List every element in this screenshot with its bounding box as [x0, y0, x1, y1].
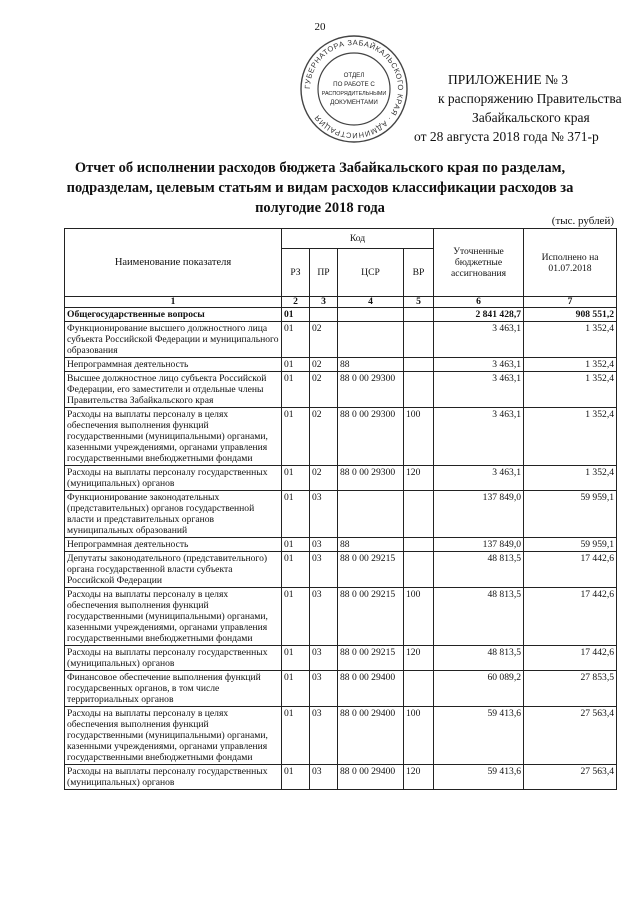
column-number-row [65, 297, 617, 308]
cell-pr: 03 [310, 707, 338, 765]
cell-planned: 3 463,1 [434, 466, 524, 491]
cell-rz: 01 [282, 466, 310, 491]
cell-pr: 02 [310, 408, 338, 466]
table-row [65, 588, 617, 646]
cell-planned: 59 413,6 [434, 707, 524, 765]
cell-name: Непрограммная деятельность [65, 538, 282, 552]
cell-vr: 120 [404, 466, 434, 491]
cell-csr: 88 [338, 538, 404, 552]
header-pr: ПР [310, 249, 338, 297]
header-rz: РЗ [282, 249, 310, 297]
cell-rz: 01 [282, 491, 310, 538]
cell-rz: 01 [282, 765, 310, 790]
stamp-line: ОТДЕЛ [343, 72, 365, 79]
cell-name: Функционирование законодательных (представительных) органов государственной власти и представительных органов муниципальных образований [65, 491, 282, 538]
cell-pr: 03 [310, 538, 338, 552]
cell-planned: 137 849,0 [434, 491, 524, 538]
table-row [65, 322, 617, 358]
cell-csr: 88 0 00 29300 [338, 408, 404, 466]
cell-csr: 88 0 00 29400 [338, 707, 404, 765]
cell-pr: 02 [310, 466, 338, 491]
cell-rz: 01 [282, 372, 310, 408]
table-row [65, 707, 617, 765]
column-number: 6 [434, 297, 524, 308]
column-number: 1 [65, 297, 282, 308]
cell-csr [338, 322, 404, 358]
cell-pr: 02 [310, 372, 338, 408]
column-number: 4 [338, 297, 404, 308]
cell-executed: 1 352,4 [524, 372, 617, 408]
cell-planned: 3 463,1 [434, 372, 524, 408]
cell-vr [404, 671, 434, 707]
appendix-date: от 28 августа 2018 года № 371-р [414, 129, 599, 144]
cell-vr [404, 308, 434, 322]
cell-rz: 01 [282, 322, 310, 358]
cell-executed: 1 352,4 [524, 408, 617, 466]
stamp-line: ДОКУМЕНТАМИ [330, 99, 378, 106]
cell-csr: 88 0 00 29215 [338, 588, 404, 646]
cell-rz: 01 [282, 707, 310, 765]
cell-pr: 02 [310, 358, 338, 372]
header-planned: Уточненные бюджетные ассигнования [434, 229, 524, 297]
cell-planned: 59 413,6 [434, 765, 524, 790]
cell-name: Непрограммная деятельность [65, 358, 282, 372]
column-number: 2 [282, 297, 310, 308]
cell-csr: 88 [338, 358, 404, 372]
cell-vr: 100 [404, 707, 434, 765]
cell-planned: 137 849,0 [434, 538, 524, 552]
cell-planned: 2 841 428,7 [434, 308, 524, 322]
cell-name: Расходы на выплаты персоналу государственных (муниципальных) органов [65, 466, 282, 491]
units-label: (тыс. рублей) [551, 215, 614, 227]
cell-name: Функционирование высшего должностного лица субъекта Российской Федерации и муниципального образования [65, 322, 282, 358]
cell-planned: 3 463,1 [434, 358, 524, 372]
cell-executed: 27 563,4 [524, 707, 617, 765]
column-number: 7 [524, 297, 617, 308]
cell-csr [338, 491, 404, 538]
cell-vr: 120 [404, 765, 434, 790]
page-number: 20 [314, 21, 326, 33]
cell-vr: 100 [404, 588, 434, 646]
cell-csr: 88 0 00 29215 [338, 646, 404, 671]
cell-name: Расходы на выплаты персоналу государственных (муниципальных) органов [65, 646, 282, 671]
cell-vr [404, 491, 434, 538]
column-number: 3 [310, 297, 338, 308]
cell-executed: 17 442,6 [524, 646, 617, 671]
cell-executed: 1 352,4 [524, 322, 617, 358]
cell-executed: 27 563,4 [524, 765, 617, 790]
cell-planned: 3 463,1 [434, 408, 524, 466]
stamp-ring-text: ГУБЕРНАТОРА ЗАБАЙКАЛЬСКОГО КРАЯ · АДМИНИСТРАЦИЯ [302, 37, 406, 141]
cell-executed: 59 959,1 [524, 538, 617, 552]
table-row [65, 372, 617, 408]
cell-csr: 88 0 00 29215 [338, 552, 404, 588]
cell-executed: 17 442,6 [524, 588, 617, 646]
table-row [65, 408, 617, 466]
stamp-line: РАСПОРЯДИТЕЛЬНЫМИ [321, 91, 387, 97]
table-row [65, 358, 617, 372]
cell-name: Финансовое обеспечение выполнения функций государсвенных органов, в том числе территориальных органов [65, 671, 282, 707]
cell-csr: 88 0 00 29400 [338, 765, 404, 790]
report-title: Отчет об исполнении расходов бюджета Забайкальского края по разделам, подразделам, целевым статьям и видам расходов классификации расходов за полугодие 2018 года [66, 160, 574, 216]
cell-executed: 908 551,2 [524, 308, 617, 322]
cell-name: Расходы на выплаты персоналу в целях обеспечения выполнения функций государственными (муниципальными) органами, казенными учреждениями, органами управления государственными внебюджетными фондами [65, 707, 282, 765]
cell-rz: 01 [282, 552, 310, 588]
cell-rz: 01 [282, 588, 310, 646]
header-executed: Исполнено на 01.07.2018 [524, 229, 617, 297]
cell-pr [310, 308, 338, 322]
cell-vr [404, 322, 434, 358]
cell-planned: 3 463,1 [434, 322, 524, 358]
cell-csr: 88 0 00 29300 [338, 466, 404, 491]
cell-executed: 27 853,5 [524, 671, 617, 707]
header-vr: ВР [404, 249, 434, 297]
appendix-title: ПРИЛОЖЕНИЕ № 3 [448, 72, 569, 87]
cell-planned: 48 813,5 [434, 552, 524, 588]
table-row [65, 646, 617, 671]
cell-vr [404, 552, 434, 588]
cell-pr: 03 [310, 646, 338, 671]
cell-executed: 1 352,4 [524, 466, 617, 491]
table-row [65, 308, 617, 322]
cell-planned: 48 813,5 [434, 646, 524, 671]
header-name: Наименование показателя [65, 229, 282, 297]
cell-rz: 01 [282, 408, 310, 466]
cell-csr: 88 0 00 29300 [338, 372, 404, 408]
cell-executed: 1 352,4 [524, 358, 617, 372]
cell-vr [404, 372, 434, 408]
table-row [65, 765, 617, 790]
table-row [65, 491, 617, 538]
cell-pr: 03 [310, 552, 338, 588]
header-code: Код [282, 229, 434, 249]
cell-pr: 03 [310, 671, 338, 707]
table-row [65, 671, 617, 707]
cell-name: Расходы на выплаты персоналу в целях обеспечения выполнения функций государственными (муниципальными) органами, казенными учреждениями, органами управления государственными внебюджетными фондами [65, 408, 282, 466]
cell-vr [404, 358, 434, 372]
cell-name: Расходы на выплаты персоналу государственных (муниципальных) органов [65, 765, 282, 790]
cell-name: Общегосударственные вопросы [65, 308, 282, 322]
budget-table [64, 228, 617, 790]
appendix-region: Забайкальского края [472, 110, 590, 125]
cell-executed: 17 442,6 [524, 552, 617, 588]
cell-pr: 02 [310, 322, 338, 358]
cell-name: Расходы на выплаты персоналу в целях обеспечения выполнения функций государственными (муниципальными) органами, казенными учреждениями, органами управления государственными внебюджетными фондами [65, 588, 282, 646]
cell-pr: 03 [310, 491, 338, 538]
cell-rz: 01 [282, 538, 310, 552]
cell-executed: 59 959,1 [524, 491, 617, 538]
cell-vr [404, 538, 434, 552]
cell-rz: 01 [282, 358, 310, 372]
header-csr: ЦСР [338, 249, 404, 297]
official-stamp [298, 34, 410, 144]
table-row [65, 552, 617, 588]
cell-planned: 48 813,5 [434, 588, 524, 646]
appendix-header [414, 70, 622, 146]
cell-pr: 03 [310, 765, 338, 790]
cell-csr: 88 0 00 29400 [338, 671, 404, 707]
cell-vr: 120 [404, 646, 434, 671]
table-row [65, 538, 617, 552]
cell-rz: 01 [282, 671, 310, 707]
cell-name: Высшее должностное лицо субъекта Российской Федерации, его заместители и отдельные члены Правительства Забайкальского края [65, 372, 282, 408]
cell-rz: 01 [282, 646, 310, 671]
cell-pr: 03 [310, 588, 338, 646]
stamp-line: ПО РАБОТЕ С [333, 81, 375, 88]
cell-name: Депутаты законодательного (представительного) органа государственной власти субъекта Российской Федерации [65, 552, 282, 588]
column-number: 5 [404, 297, 434, 308]
table-row [65, 466, 617, 491]
cell-rz: 01 [282, 308, 310, 322]
cell-planned: 60 089,2 [434, 671, 524, 707]
cell-vr: 100 [404, 408, 434, 466]
cell-csr [338, 308, 404, 322]
appendix-decree: к распоряжению Правительства [438, 91, 622, 106]
